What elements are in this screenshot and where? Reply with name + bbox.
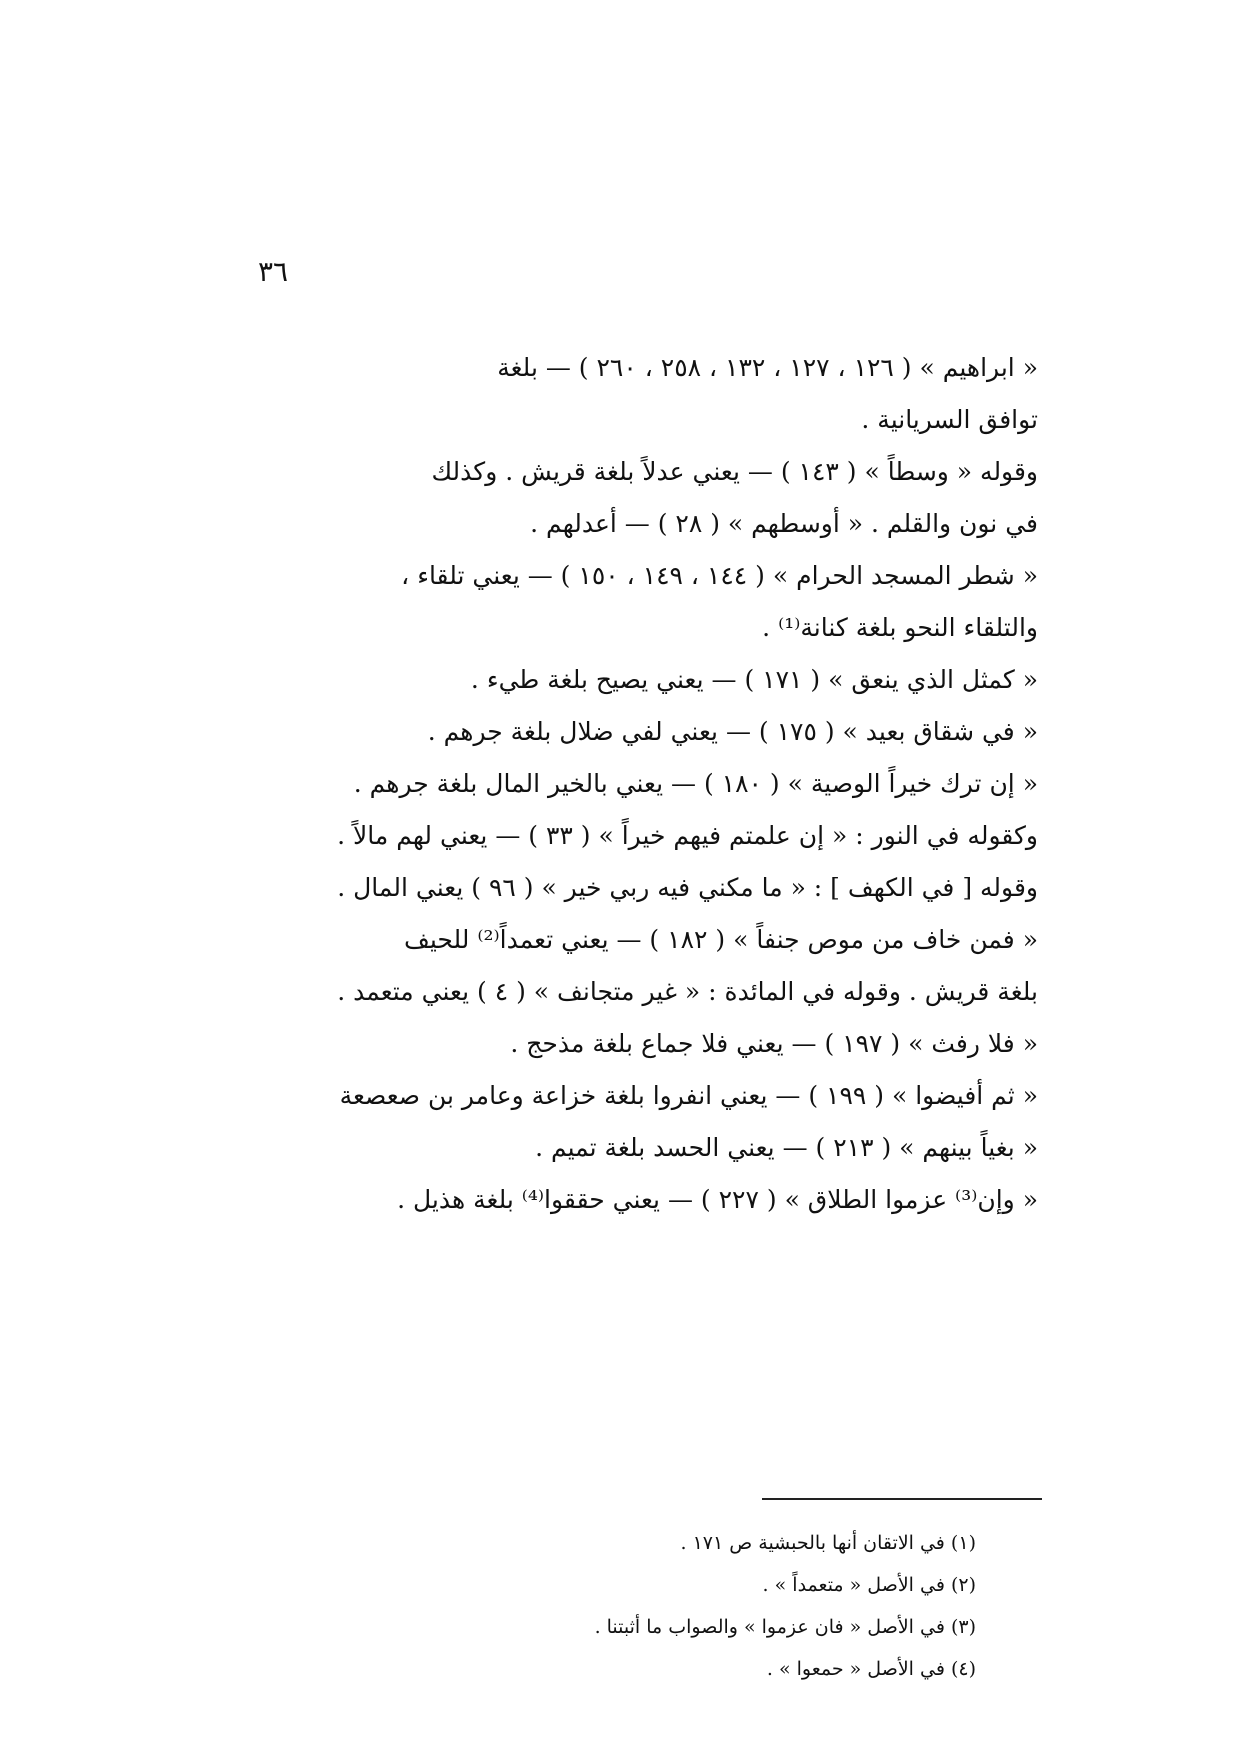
footnote: (٢) في الأصل « متعمداً » . [762, 1574, 976, 1596]
page-number: ٣٦ [258, 255, 289, 288]
text-line: وقوله [ في الكهف ] : « ما مكني فيه ربي خير » ( ٩٦ ) يعني المال . [337, 873, 1038, 902]
text-line: « وإن⁽³⁾ عزموا الطلاق » ( ٢٢٧ ) — يعني حققوا⁽⁴⁾ بلغة هذيل . [397, 1185, 1038, 1214]
text-line: في نون والقلم . « أوسطهم » ( ٢٨ ) — أعدلهم . [530, 509, 1038, 538]
text-line: « كمثل الذي ينعق » ( ١٧١ ) — يعني يصيح بلغة طيء . [470, 665, 1038, 694]
text-line: « بغياً بينهم » ( ٢١٣ ) — يعني الحسد بلغة تميم . [535, 1133, 1038, 1162]
text-line: « ثم أفيضوا » ( ١٩٩ ) — يعني انفروا بلغة خزاعة وعامر بن صعصعة [339, 1081, 1038, 1110]
text-line: وقوله « وسطاً » ( ١٤٣ ) — يعني عدلاً بلغة قريش . وكذلك [431, 457, 1038, 486]
text-line: « شطر المسجد الحرام » ( ١٤٤ ، ١٤٩ ، ١٥٠ ) — يعني تلقاء ، [401, 561, 1038, 590]
text-line: « ابراهيم » ( ١٢٦ ، ١٢٧ ، ١٣٢ ، ٢٥٨ ، ٢٦٠ ) — بلغة [497, 353, 1038, 382]
text-line: « فلا رفث » ( ١٩٧ ) — يعني فلا جماع بلغة مذحج . [510, 1029, 1038, 1058]
text-line: وكقوله في النور : « إن علمتم فيهم خيراً » ( ٣٣ ) — يعني لهم مالاً . [337, 821, 1038, 850]
footnotes [300, 1522, 976, 1690]
text-line: بلغة قريش . وقوله في المائدة : « غير متجانف » ( ٤ ) يعني متعمد . [337, 977, 1038, 1006]
text-line: « إن ترك خيراً الوصية » ( ١٨٠ ) — يعني بالخير المال بلغة جرهم . [353, 769, 1038, 798]
text-line: « في شقاق بعيد » ( ١٧٥ ) — يعني لفي ضلال بلغة جرهم . [427, 717, 1038, 746]
body-text [258, 342, 1038, 1226]
text-line: والتلقاء النحو بلغة كنانة⁽¹⁾ . [762, 613, 1038, 642]
footnote-divider [762, 1498, 1042, 1500]
text-line: توافق السريانية . [861, 405, 1038, 434]
footnote: (٤) في الأصل « حمعوا » . [766, 1658, 976, 1680]
text-line: « فمن خاف من موص جنفاً » ( ١٨٢ ) — يعني تعمداً⁽²⁾ للحيف [403, 925, 1038, 954]
footnote: (٣) في الأصل « فان عزموا » والصواب ما أثبتنا . [594, 1616, 976, 1638]
footnote: (١) في الاتقان أنها بالحبشية ص ١٧١ . [680, 1532, 976, 1554]
